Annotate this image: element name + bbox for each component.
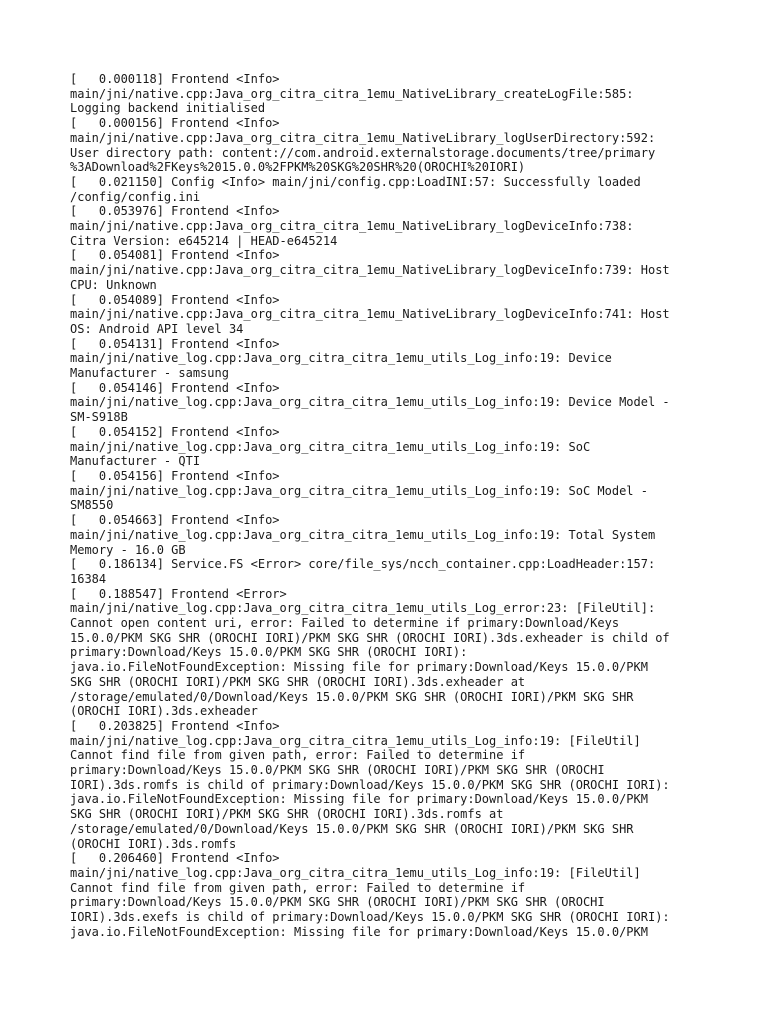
log-line: SKG SHR (OROCHI IORI)/PKM SKG SHR (OROCHI IORI).3ds.exheader at bbox=[70, 674, 526, 689]
log-line: SM-S918B bbox=[70, 410, 128, 425]
log-line: [ 0.054663] Frontend <Info> bbox=[70, 513, 280, 528]
log-line: main/jni/native_log.cpp:Java_org_citra_citra_1emu_utils_Log_info:19: SoC bbox=[70, 439, 591, 454]
log-line: [ 0.054146] Frontend <Info> bbox=[70, 380, 280, 395]
log-line: main/jni/native_log.cpp:Java_org_citra_citra_1emu_utils_Log_info:19: SoC Model - bbox=[70, 483, 648, 498]
log-line: [ 0.206460] Frontend <Info> bbox=[70, 851, 280, 866]
log-line: [ 0.054089] Frontend <Info> bbox=[70, 292, 280, 307]
log-line: main/jni/native.cpp:Java_org_citra_citra_1emu_NativeLibrary_logDeviceInfo:741: Host bbox=[70, 307, 670, 322]
log-line: SKG SHR (OROCHI IORI)/PKM SKG SHR (OROCHI IORI).3ds.romfs at bbox=[70, 807, 504, 822]
log-line: Manufacturer - QTI bbox=[70, 454, 201, 469]
log-line: [ 0.054152] Frontend <Info> bbox=[70, 424, 280, 439]
log-line: java.io.FileNotFoundException: Missing file for primary:Download/Keys 15.0.0/PKM bbox=[70, 660, 648, 675]
log-line: main/jni/native_log.cpp:Java_org_citra_citra_1emu_utils_Log_info:19: [FileUtil] bbox=[70, 865, 641, 880]
log-line: [ 0.188547] Frontend <Error> bbox=[70, 586, 287, 601]
log-line: (OROCHI IORI).3ds.romfs bbox=[70, 836, 237, 851]
log-line: [ 0.054131] Frontend <Info> bbox=[70, 336, 280, 351]
log-line: /storage/emulated/0/Download/Keys 15.0.0/PKM SKG SHR (OROCHI IORI)/PKM SKG SHR bbox=[70, 689, 634, 704]
log-line: %3ADownload%2FKeys%2015.0.0%2FPKM%20SKG%20SHR%20(OROCHI%20IORI) bbox=[70, 160, 526, 175]
log-line: [ 0.000118] Frontend <Info> bbox=[70, 72, 280, 86]
log-line: primary:Download/Keys 15.0.0/PKM SKG SHR (OROCHI IORI)/PKM SKG SHR (OROCHI bbox=[70, 895, 605, 910]
log-line: java.io.FileNotFoundException: Missing file for primary:Download/Keys 15.0.0/PKM bbox=[70, 924, 648, 939]
log-line: Manufacturer - samsung bbox=[70, 366, 229, 381]
log-line: IORI).3ds.romfs is child of primary:Download/Keys 15.0.0/PKM SKG SHR (OROCHI IORI): bbox=[70, 777, 670, 792]
log-line: OS: Android API level 34 bbox=[70, 321, 244, 336]
log-line: main/jni/native.cpp:Java_org_citra_citra_1emu_NativeLibrary_createLogFile:585: bbox=[70, 86, 634, 101]
log-line: [ 0.203825] Frontend <Info> bbox=[70, 718, 280, 733]
log-line: primary:Download/Keys 15.0.0/PKM SKG SHR (OROCHI IORI)/PKM SKG SHR (OROCHI bbox=[70, 763, 605, 778]
log-line: [ 0.000156] Frontend <Info> bbox=[70, 116, 280, 131]
log-line: main/jni/native.cpp:Java_org_citra_citra_1emu_NativeLibrary_logUserDirectory:592: bbox=[70, 130, 656, 145]
log-line: (OROCHI IORI).3ds.exheader bbox=[70, 704, 258, 719]
log-text-block bbox=[70, 72, 710, 939]
log-line: [ 0.054156] Frontend <Info> bbox=[70, 468, 280, 483]
log-line: /config/config.ini bbox=[70, 189, 201, 204]
log-line: Memory - 16.0 GB bbox=[70, 542, 186, 557]
log-line: [ 0.053976] Frontend <Info> bbox=[70, 204, 280, 219]
log-line: main/jni/native.cpp:Java_org_citra_citra_1emu_NativeLibrary_logDeviceInfo:738: bbox=[70, 219, 634, 234]
log-line: [ 0.054081] Frontend <Info> bbox=[70, 248, 280, 263]
log-line: primary:Download/Keys 15.0.0/PKM SKG SHR (OROCHI IORI): bbox=[70, 645, 468, 660]
log-line: 15.0.0/PKM SKG SHR (OROCHI IORI)/PKM SKG SHR (OROCHI IORI).3ds.exheader is child of bbox=[70, 630, 670, 645]
log-line: Cannot open content uri, error: Failed to determine if primary:Download/Keys bbox=[70, 616, 620, 631]
log-line: [ 0.021150] Config <Info> main/jni/config.cpp:LoadINI:57: Successfully loaded bbox=[70, 174, 641, 189]
log-line: SM8550 bbox=[70, 498, 114, 513]
log-line: main/jni/native_log.cpp:Java_org_citra_citra_1emu_utils_Log_info:19: Device Model - bbox=[70, 395, 670, 410]
log-line: IORI).3ds.exefs is child of primary:Download/Keys 15.0.0/PKM SKG SHR (OROCHI IORI): bbox=[70, 910, 670, 925]
log-line: CPU: Unknown bbox=[70, 277, 157, 292]
log-line: /storage/emulated/0/Download/Keys 15.0.0/PKM SKG SHR (OROCHI IORI)/PKM SKG SHR bbox=[70, 821, 634, 836]
log-line: 16384 bbox=[70, 571, 107, 586]
log-line: Citra Version: e645214 | HEAD-e645214 bbox=[70, 233, 338, 248]
log-line: main/jni/native_log.cpp:Java_org_citra_citra_1emu_utils_Log_info:19: Device bbox=[70, 351, 612, 366]
log-line: main/jni/native.cpp:Java_org_citra_citra_1emu_NativeLibrary_logDeviceInfo:739: Host bbox=[70, 263, 670, 278]
log-line: User directory path: content://com.android.externalstorage.documents/tree/primary bbox=[70, 145, 656, 160]
log-line: main/jni/native_log.cpp:Java_org_citra_citra_1emu_utils_Log_info:19: [FileUtil] bbox=[70, 733, 641, 748]
log-line: java.io.FileNotFoundException: Missing file for primary:Download/Keys 15.0.0/PKM bbox=[70, 792, 648, 807]
log-line: [ 0.186134] Service.FS <Error> core/file_sys/ncch_container.cpp:LoadHeader:157: bbox=[70, 557, 656, 572]
log-line: Logging backend initialised bbox=[70, 101, 266, 116]
log-line: Cannot find file from given path, error: Failed to determine if bbox=[70, 880, 526, 895]
log-line: Cannot find file from given path, error: Failed to determine if bbox=[70, 748, 526, 763]
log-line: main/jni/native_log.cpp:Java_org_citra_citra_1emu_utils_Log_error:23: [FileUtil]: bbox=[70, 601, 656, 616]
log-line: main/jni/native_log.cpp:Java_org_citra_citra_1emu_utils_Log_info:19: Total System bbox=[70, 527, 656, 542]
